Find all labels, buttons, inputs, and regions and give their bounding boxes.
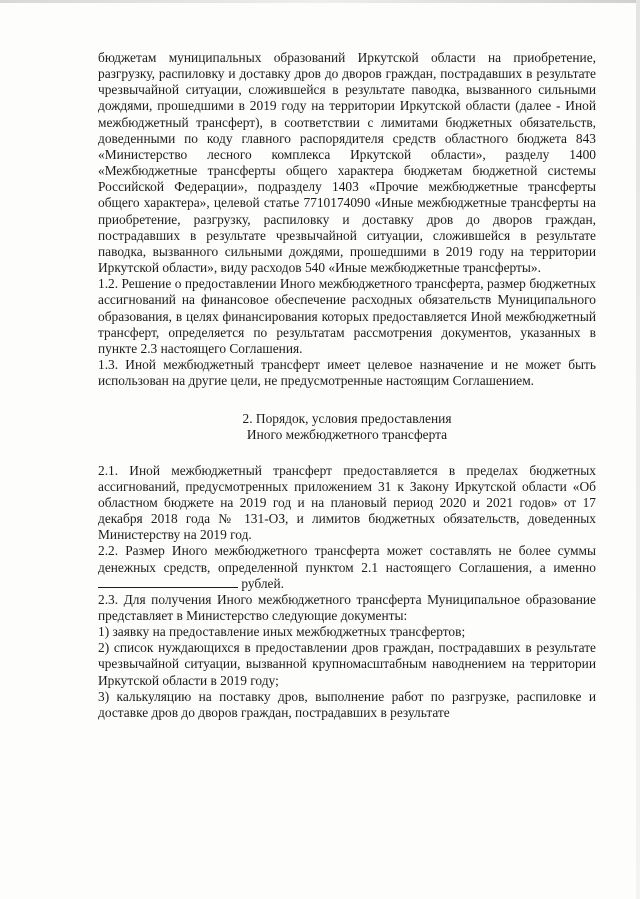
paragraph-1-1-continued: бюджетам муниципальных образований Иркутской области на приобретение, разгрузку, распиловку и доставку дров до дворов граждан, пострадавших в результате чрезвычайной ситуации, сложившейся в результате паводка, вызванного сильными дождями, прошедшими в 2019 году на территории Иркутской области (далее - Иной межбюджетный трансферт), в соответствии с лимитами бюджетных обязательств, доведенными по коду главного распорядителя средств областного бюджета 843 «Министерство лесного комплекса Иркутской области», разделу 1400 «Межбюджетные трансферты общего характера бюджетам бюджетной системы Российской Федерации», подразделу 1403 «Прочие межбюджетные трансферты общего характера», целевой статье 7710174090 «Иные межбюджетные трансферты на приобретение, разгрузку, распиловку и доставку дров до дворов граждан, пострадавших в результате чрезвычайной ситуации, сложившейся в результате паводка, вызванного сильными дождями, прошедшими в 2019 году на территории Иркутской области», виду расходов 540 «Иные межбюджетные трансферты». (98, 50, 596, 276)
paragraph-1-2: 1.2. Решение о предоставлении Иного межбюджетного трансферта, размер бюджетных ассигнований на финансовое обеспечение расходных обязательств Муниципального образования, в целях финансирования которых предоставляется Иной межбюджетный трансферт, определяется по результатам рассмотрения документов, указанных в пункте 2.3 настоящего Соглашения. (98, 276, 596, 356)
section-2-heading-line-1: 2. Порядок, условия предоставления (242, 411, 452, 427)
section-2-heading (98, 411, 596, 443)
scan-top-edge (0, 0, 640, 3)
paragraph-2-2-text: 2.2. Размер Иного межбюджетного трансферта может составлять не более суммы денежных средств, определенной пунктом 2.1 настоящего Соглашения, а именно (98, 543, 596, 575)
list-item-2: 2) список нуждающихся в предоставлении дров граждан, пострадавших в результате чрезвычайной ситуации, вызванной крупномасштабным наводнением на территории Иркутской области в 2019 году; (98, 640, 596, 688)
list-item-3: 3) калькуляцию на поставку дров, выполнение работ по разгрузке, распиловке и доставке дров до дворов граждан, пострадавших в результате (98, 688, 596, 720)
scan-right-edge (636, 0, 640, 899)
paragraph-1-3: 1.3. Иной межбюджетный трансферт имеет целевое назначение и не может быть использован на другие цели, не предусмотренные настоящим Соглашением. (98, 356, 596, 389)
paragraph-2-2 (98, 543, 596, 591)
list-item-1: 1) заявку на предоставление иных межбюджетных трансфертов; (98, 624, 466, 640)
paragraph-2-1: 2.1. Иной межбюджетный трансферт предоставляется в пределах бюджетных ассигнований, предусмотренных приложением 31 к Закону Иркутской области «Об областном бюджете на 2019 год и на плановый период 2020 и 2021 годов» от 17 декабря 2018 года № 131-ОЗ, и лимитов бюджетных обязательств, доведенных Министерству на 2019 год. (98, 462, 596, 543)
document-body (98, 50, 596, 721)
paragraph-2-3: 2.3. Для получения Иного межбюджетного трансферта Муниципальное образование представляет в Министерство следующие документы: (98, 591, 596, 623)
section-2-heading-line-2: Иного межбюджетного трансферта (246, 427, 448, 443)
amount-blank-line (98, 576, 238, 588)
paragraph-2-2-suffix: рублей. (241, 575, 285, 591)
